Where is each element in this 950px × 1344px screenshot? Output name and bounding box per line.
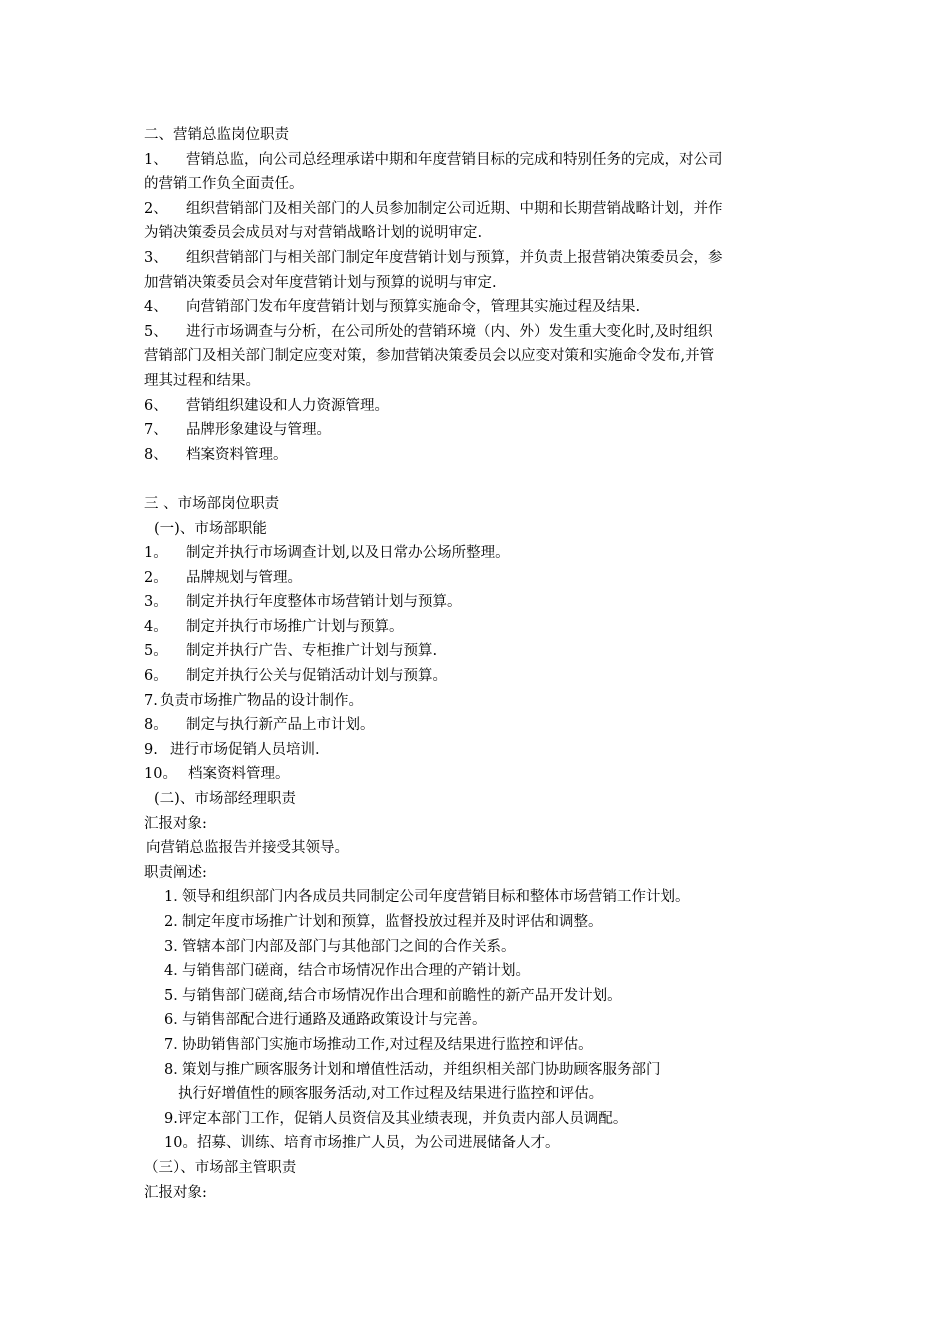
duty-item-3 xyxy=(144,935,808,960)
duty-item-9-num: 9. xyxy=(164,1110,178,1127)
s2-item-3-cont: 加营销决策委员会对年度营销计划与预算的说明与审定. xyxy=(144,274,497,291)
s2-item-6-text: 营销组织建设和人力资源管理。 xyxy=(186,397,389,414)
sub3-title: （三）、市场部主管职责 xyxy=(144,1159,297,1176)
duty-item-4-text: 与销售部门磋商，结合市场情况作出合理的产销计划。 xyxy=(182,963,530,980)
s2-item-8 xyxy=(144,443,808,468)
duty-item-9-text: 评定本部门工作，促销人员资信及其业绩表现，并负责内部人员调配。 xyxy=(177,1110,628,1127)
duty-item-6-text: 与销售部配合进行通路及通路政策设计与完善。 xyxy=(182,1012,487,1029)
function-item-7-num: 7. xyxy=(144,692,158,709)
function-item-1 xyxy=(144,541,808,566)
s2-item-2-num: 2、 xyxy=(144,200,168,217)
function-item-6-num: 6。 xyxy=(144,668,168,685)
section3-title: 三 、市场部岗位职责 xyxy=(144,495,280,512)
duty-item-4-num: 4． xyxy=(164,963,188,980)
function-item-2 xyxy=(144,566,808,591)
section2-title: 二、营销总监岗位职责 xyxy=(144,127,289,143)
function-item-4-text: 制定并执行市场推广计划与预算。 xyxy=(186,618,404,635)
function-item-7 xyxy=(144,689,808,714)
s2-item-3 xyxy=(144,246,808,271)
s2-item-4-text: 向营销部门发布年度营销计划与预算实施命令，管理其实施过程及结果. xyxy=(186,299,641,316)
function-item-8-num: 8。 xyxy=(144,717,168,734)
function-item-5-num: 5。 xyxy=(144,643,168,660)
duty-item-8-num: 8． xyxy=(164,1061,188,1078)
duty-item-8-cont: 执行好增值性的顾客服务活动,对工作过程及结果进行监控和评估。 xyxy=(178,1086,604,1103)
duty-item-6 xyxy=(144,1008,808,1033)
duty-item-7-text: 协助销售部门实施市场推动工作,对过程及结果进行监控和评估。 xyxy=(182,1036,593,1053)
s2-item-2-cont: 为销决策委员会成员对与对营销战略计划的说明审定. xyxy=(144,225,483,242)
s2-item-1-text: 营销总监，向公司总经理承诺中期和年度营销目标的完成和特别任务的完成，对公司 xyxy=(186,151,723,168)
report-label: 汇报对象: xyxy=(144,815,207,832)
duty-item-3-num: 3． xyxy=(164,938,188,955)
report-text: 向营销总监报告并接受其领导。 xyxy=(146,840,349,857)
function-item-10 xyxy=(144,762,808,787)
duty-item-1-num: 1． xyxy=(164,889,188,906)
s2-item-2 xyxy=(144,197,808,222)
function-item-4-num: 4。 xyxy=(144,618,168,635)
function-item-4 xyxy=(144,615,808,640)
s2-item-7-num: 7、 xyxy=(144,422,168,439)
section-spacer xyxy=(144,467,808,492)
duty-item-10 xyxy=(144,1131,808,1156)
s2-item-3-num: 3、 xyxy=(144,249,168,266)
function-item-10-text: 档案资料管理。 xyxy=(188,766,290,783)
duty-item-10-num: 10。 xyxy=(164,1135,197,1152)
duty-label: 职责阐述: xyxy=(144,864,207,881)
function-item-7-text: 负责市场推广物品的设计制作。 xyxy=(160,692,363,709)
s2-item-4-num: 4、 xyxy=(144,299,168,316)
s2-item-1-cont: 的营销工作负全面责任。 xyxy=(144,176,304,193)
s2-item-8-text: 档案资料管理。 xyxy=(186,446,288,463)
s2-item-3-text: 组织营销部门与相关部门制定年度营销计划与预算，并负责上报营销决策委员会，参 xyxy=(186,249,723,266)
function-item-3-num: 3。 xyxy=(144,594,168,611)
s2-item-6 xyxy=(144,394,808,419)
function-item-8 xyxy=(144,713,808,738)
function-item-5 xyxy=(144,639,808,664)
s2-item-1 xyxy=(144,148,808,173)
s2-item-5-text: 进行市场调查与分析，在公司所处的营销环境（内、外）发生重大变化时,及时组织 xyxy=(186,323,713,340)
function-item-3-text: 制定并执行年度整体市场营销计划与预算。 xyxy=(186,594,462,611)
duty-item-6-num: 6． xyxy=(164,1012,188,1029)
s2-item-7 xyxy=(144,418,808,443)
s2-item-6-num: 6、 xyxy=(144,397,168,414)
sub1-title: (一)、市场部职能 xyxy=(154,520,267,537)
duty-item-1 xyxy=(144,885,808,910)
s2-item-2-text: 组织营销部门及相关部门的人员参加制定公司近期、中期和长期营销战略计划，并作 xyxy=(186,200,723,217)
duty-item-8-text: 策划与推广顾客服务计划和增值性活动，并组织相关部门协助顾客服务部门 xyxy=(182,1061,661,1078)
duty-item-7 xyxy=(144,1033,808,1058)
function-item-6 xyxy=(144,664,808,689)
document-body xyxy=(144,123,808,1205)
duty-item-5-text: 与销售部门磋商,结合市场情况作出合理和前瞻性的新产品开发计划。 xyxy=(182,987,622,1004)
s2-item-4 xyxy=(144,295,808,320)
function-item-1-num: 1。 xyxy=(144,545,168,562)
duty-item-2-text: 制定年度市场推广计划和预算，监督投放过程并及时评估和调整。 xyxy=(182,914,603,930)
duty-item-4 xyxy=(144,959,808,984)
function-item-6-text: 制定并执行公关与促销活动计划与预算。 xyxy=(186,668,447,685)
duty-item-5 xyxy=(144,984,808,1009)
s2-item-5-num: 5、 xyxy=(144,323,168,340)
function-item-5-text: 制定并执行广告、专柜推广计划与预算. xyxy=(186,643,438,660)
function-item-9-text: 进行市场促销人员培训. xyxy=(170,741,320,758)
s2-item-5-cont2: 理其过程和结果。 xyxy=(144,372,260,389)
sub2-title: (二)、市场部经理职责 xyxy=(154,791,296,808)
duty-item-10-text: 招募、训练、培育市场推广人员，为公司进展储备人才。 xyxy=(196,1135,560,1152)
duty-item-2 xyxy=(144,910,808,935)
duty-item-5-num: 5． xyxy=(164,987,188,1004)
function-item-3 xyxy=(144,590,808,615)
s2-item-5 xyxy=(144,320,808,345)
function-item-10-num: 10。 xyxy=(144,766,177,783)
duty-item-2-num: 2． xyxy=(164,914,188,930)
duty-item-8 xyxy=(144,1058,808,1083)
s2-item-5-cont: 营销部门及相关部门制定应变对策，参加营销决策委员会以应变对策和实施命令发布,并管 xyxy=(144,348,715,365)
function-item-2-num: 2。 xyxy=(144,569,168,586)
s2-item-8-num: 8、 xyxy=(144,446,168,463)
function-item-1-text: 制定并执行市场调查计划,以及日常办公场所整理。 xyxy=(186,545,510,562)
function-item-9 xyxy=(144,738,808,763)
s2-item-1-num: 1、 xyxy=(144,151,168,168)
function-item-2-text: 品牌规划与管理。 xyxy=(186,569,302,586)
function-item-9-num: 9. xyxy=(144,741,158,758)
duty-item-1-text: 领导和组织部门内各成员共同制定公司年度营销目标和整体市场营销工作计划。 xyxy=(182,889,690,906)
s2-item-7-text: 品牌形象建设与管理。 xyxy=(186,422,331,439)
duty-item-3-text: 管辖本部门内部及部门与其他部门之间的合作关系。 xyxy=(182,938,516,955)
duty-item-9 xyxy=(144,1107,808,1132)
function-item-8-text: 制定与执行新产品上市计划。 xyxy=(186,717,375,734)
report-label-2: 汇报对象: xyxy=(144,1184,207,1201)
duty-item-7-num: 7． xyxy=(164,1036,188,1053)
